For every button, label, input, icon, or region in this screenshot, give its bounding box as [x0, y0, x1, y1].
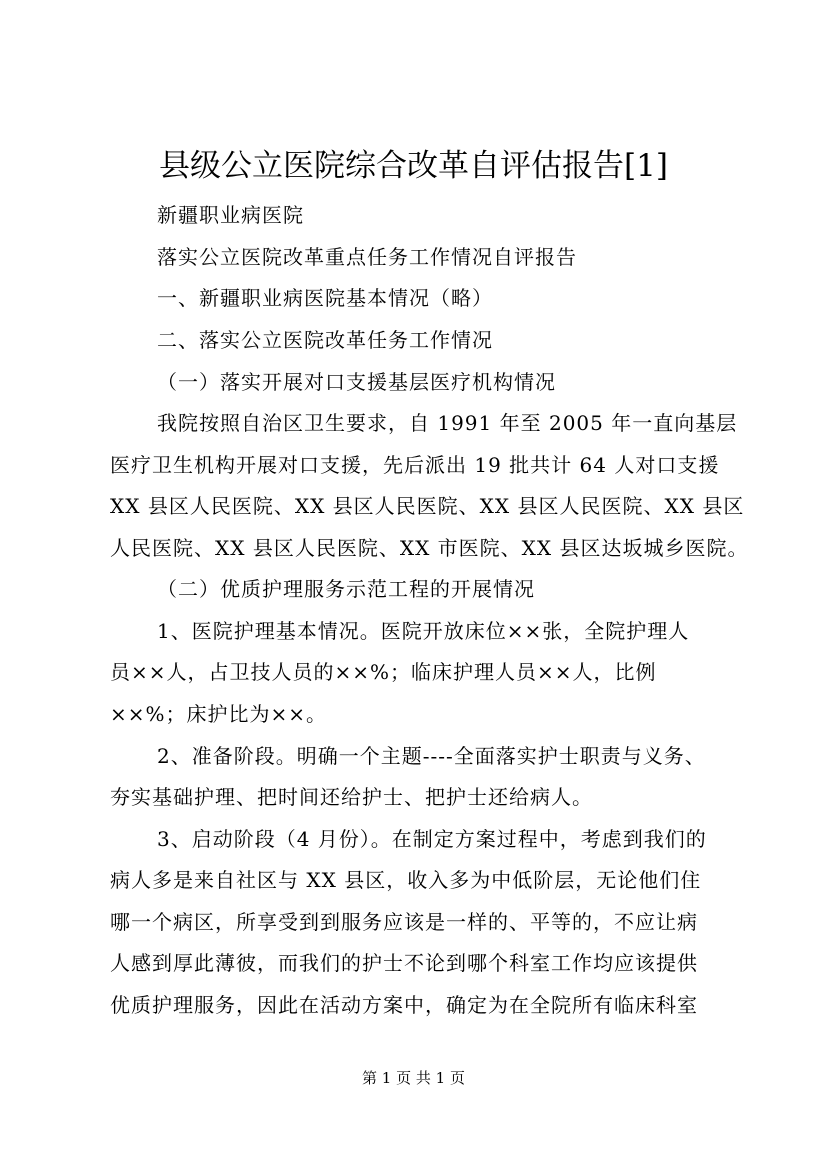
paragraph-line: 二、落实公立医院改革任务工作情况 — [157, 328, 493, 352]
paragraph-line: 新疆职业病医院 — [157, 203, 304, 227]
paragraph-line: 员××人，占卫技人员的××%；临床护理人员××人，比例 — [110, 660, 657, 684]
paragraph-line: 人感到厚此薄彼，而我们的护士不论到哪个科室工作均应该提供 — [110, 951, 698, 975]
paragraph-line: 优质护理服务，因此在活动方案中，确定为在全院所有临床科室 — [110, 993, 698, 1017]
paragraph-line: 一、新疆职业病医院基本情况（略） — [157, 286, 493, 310]
paragraph-line: 落实公立医院改革重点任务工作情况自评报告 — [157, 245, 577, 269]
paragraph-line: （二）优质护理服务示范工程的开展情况 — [157, 577, 535, 601]
page-footer: 第 1 页 共 1 页 — [362, 1069, 465, 1087]
paragraph-line: 3、启动阶段（4 月份）。在制定方案过程中，考虑到我们的 — [157, 827, 707, 851]
paragraph-line: ××%；床护比为××。 — [110, 702, 328, 726]
paragraph-line: （一）落实开展对口支援基层医疗机构情况 — [157, 370, 556, 394]
paragraph-line: 1、医院护理基本情况。医院开放床位××张，全院护理人 — [157, 619, 690, 643]
paragraph-line: 夯实基础护理、把时间还给护士、把护士还给病人。 — [110, 785, 593, 809]
paragraph-line: 哪一个病区，所享受到到服务应该是一样的、平等的，不应让病 — [110, 910, 698, 934]
paragraph-line: 人民医院、XX 县区人民医院、XX 市医院、XX 县区达坂城乡医院。 — [110, 536, 749, 560]
paragraph-line: 病人多是来自社区与 XX 县区，收入多为中低阶层，无论他们住 — [110, 868, 702, 892]
document-title: 县级公立医院综合改革自评估报告[1] — [159, 148, 668, 184]
paragraph-line: XX 县区人民医院、XX 县区人民医院、XX 县区人民医院、XX 县区 — [110, 494, 745, 518]
paragraph-line: 医疗卫生机构开展对口支援，先后派出 19 批共计 64 人对口支援 — [110, 453, 720, 477]
paragraph-line: 我院按照自治区卫生要求，自 1991 年至 2005 年一直向基层 — [157, 411, 738, 435]
paragraph-line: 2、准备阶段。明确一个主题----全面落实护士职责与义务、 — [157, 744, 706, 768]
